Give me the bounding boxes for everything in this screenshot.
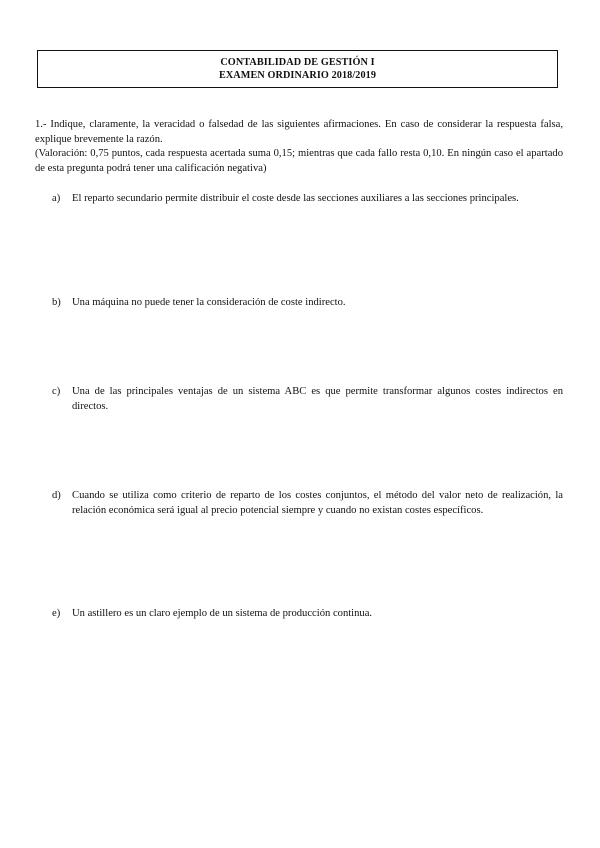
exam-title: EXAMEN ORDINARIO 2018/2019	[218, 69, 377, 81]
statement-item-a	[52, 192, 563, 207]
item-text: Una de las principales ventajas de un sistema ABC es que permite transformar algunos costes indirectos en directos.	[72, 386, 563, 412]
item-text: Un astillero es un claro ejemplo de un sistema de producción continua.	[72, 608, 373, 619]
question-intro	[35, 118, 563, 176]
item-letter: d)	[52, 490, 61, 501]
statement-item-c	[52, 385, 563, 414]
item-letter: a)	[52, 193, 61, 204]
statement-item-d	[52, 489, 563, 518]
exam-header-box	[37, 50, 558, 88]
item-letter: b)	[52, 297, 61, 308]
item-letter: e)	[52, 608, 61, 619]
question-valuation: (Valoración: 0,75 puntos, cada respuesta acertada suma 0,15; mientras que cada fallo resta 0,10. En ningún caso el apartado de esta pregunta podrá tener una calificación negativa)	[35, 148, 563, 174]
item-letter: c)	[52, 386, 61, 397]
question-statement: 1.- Indique, claramente, la veracidad o falsedad de las siguientes afirmaciones. En caso de considerar la respuesta falsa, explique brevemente la razón.	[35, 119, 563, 145]
item-text: El reparto secundario permite distribuir el coste desde las secciones auxiliares a las secciones principales.	[72, 193, 519, 204]
statement-item-b	[52, 296, 563, 311]
item-text: Cuando se utiliza como criterio de reparto de los costes conjuntos, el método del valor neto de realización, la relación económica será igual al precio potencial siempre y cuando no existan costes específicos.	[72, 490, 563, 516]
course-title: CONTABILIDAD DE GESTIÓN I	[220, 57, 375, 68]
item-text: Una máquina no puede tener la consideración de coste indirecto.	[72, 297, 346, 308]
statement-item-e	[52, 607, 563, 622]
